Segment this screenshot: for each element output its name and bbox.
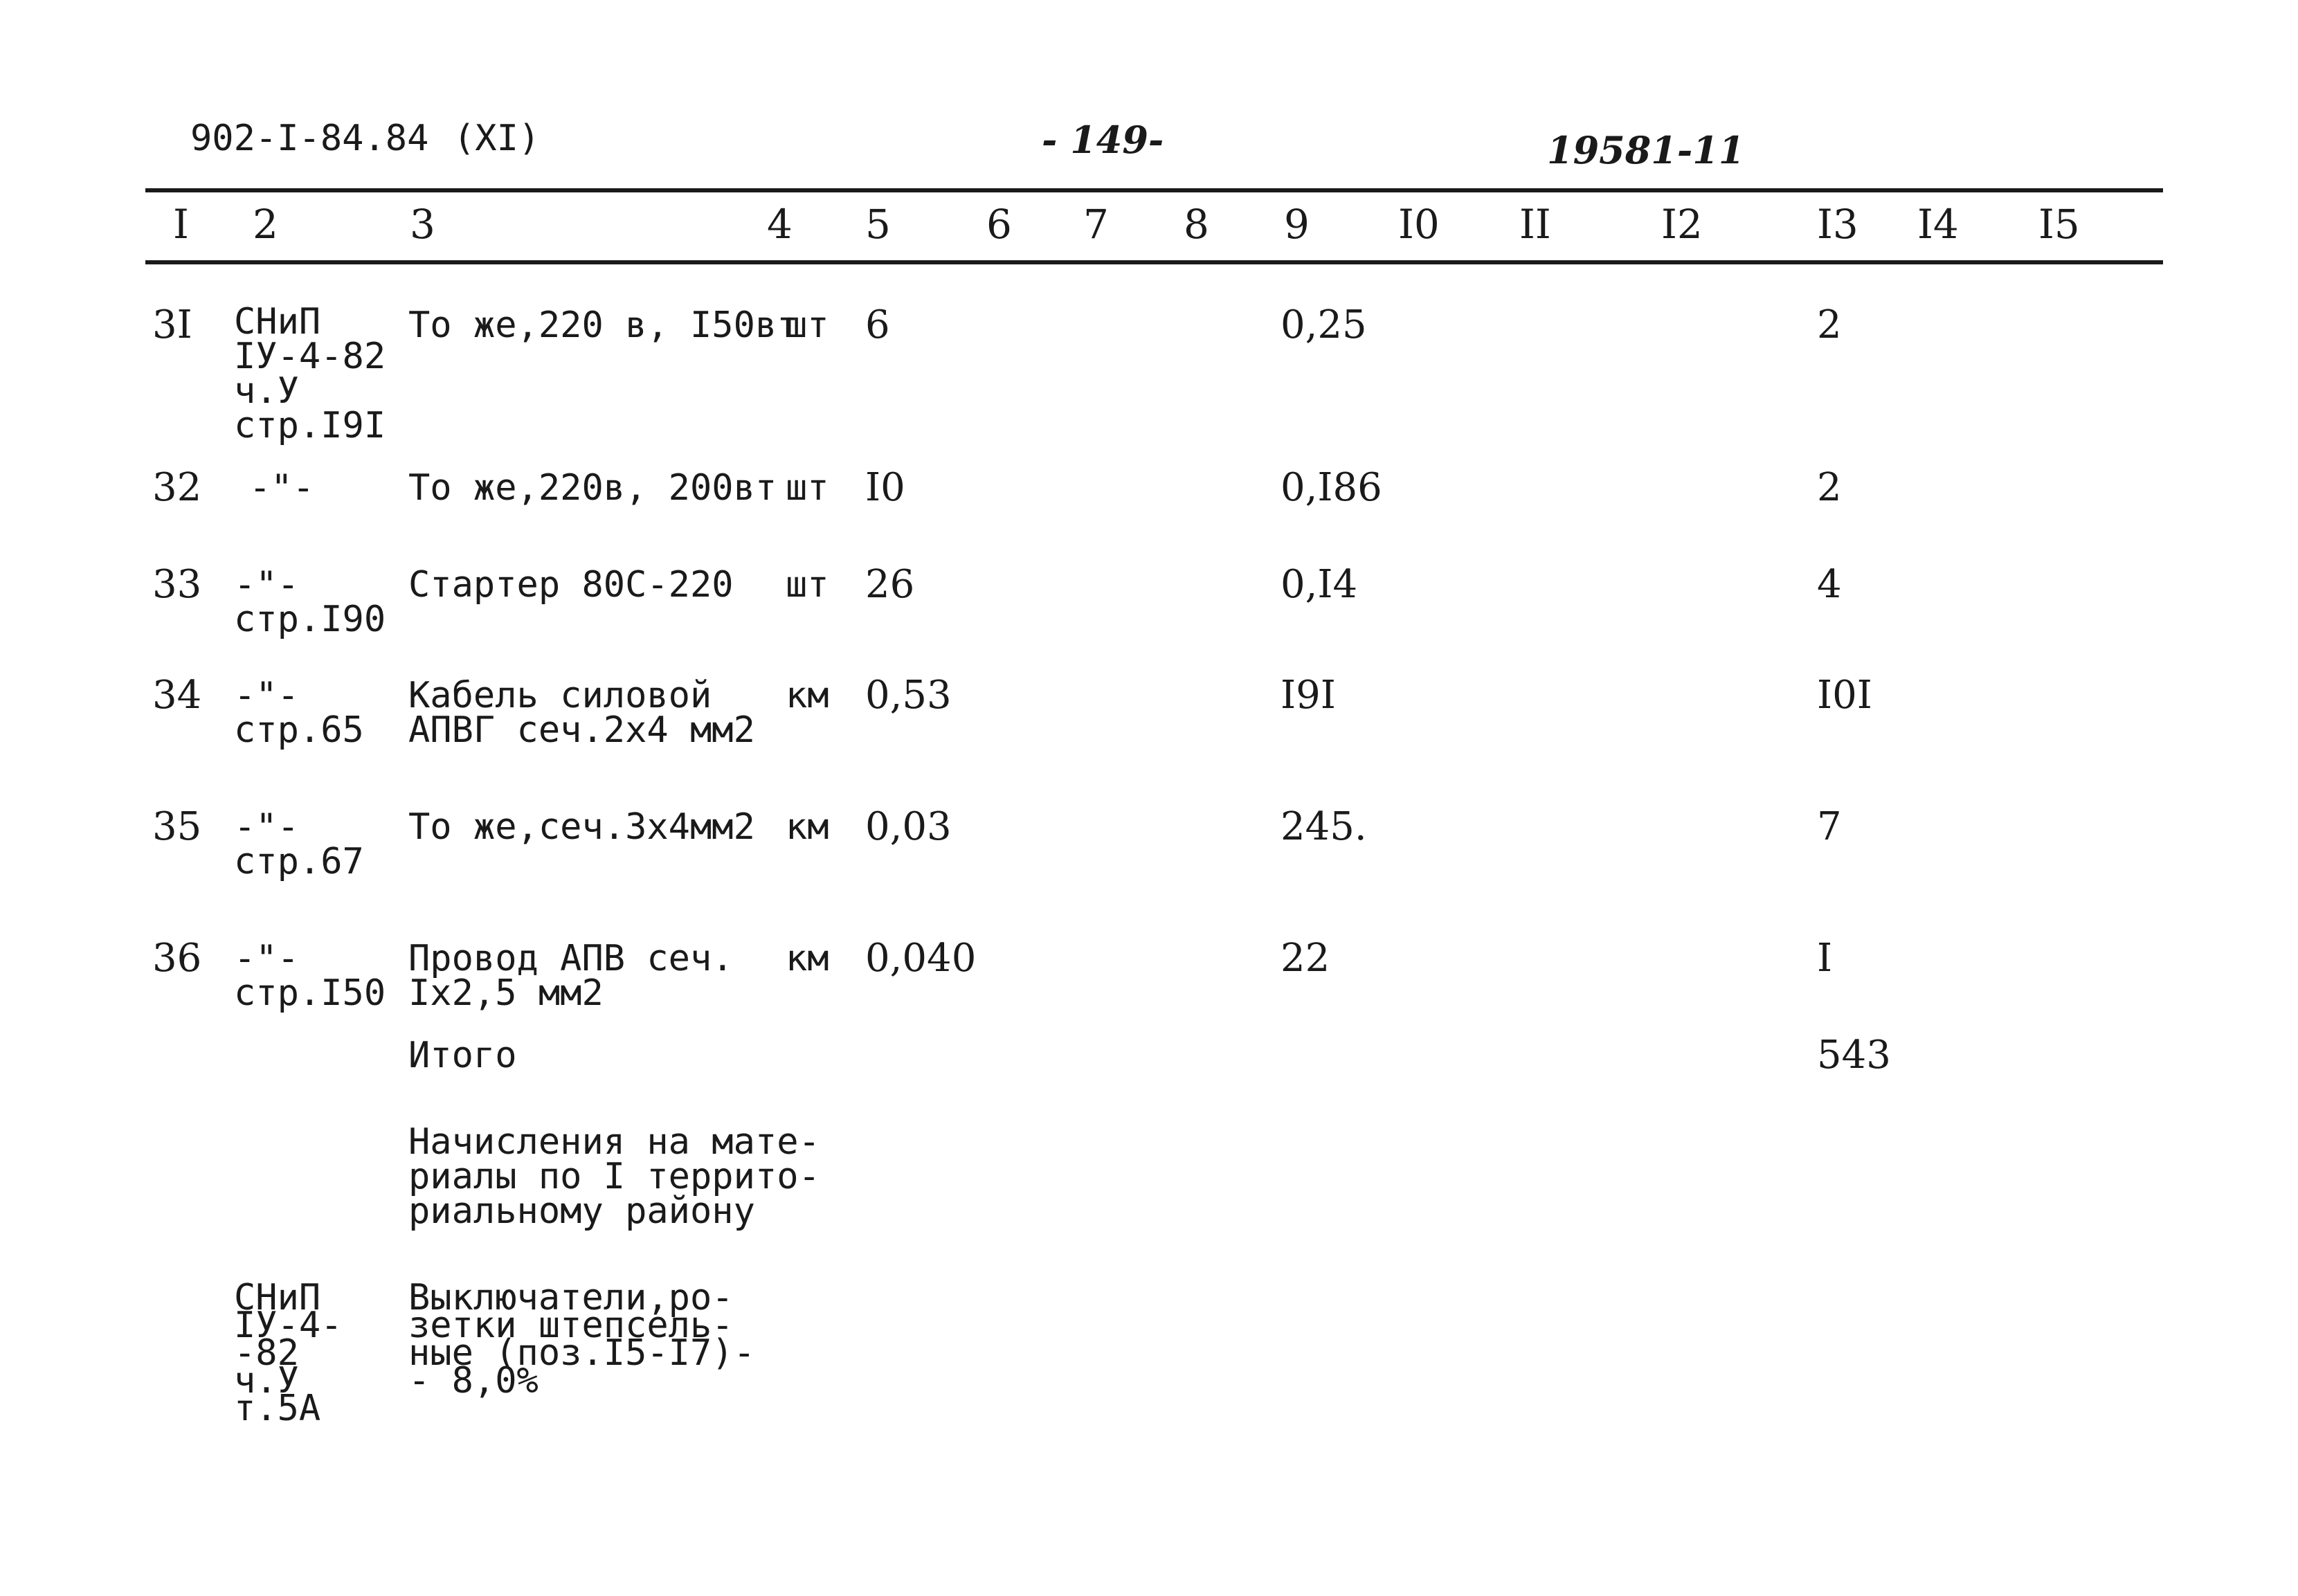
col-header: I0 bbox=[1398, 201, 1440, 248]
header-bottom-rule bbox=[145, 260, 2163, 264]
row-reference: -"- стр.65 bbox=[234, 675, 364, 751]
page-number: - 149- bbox=[1042, 118, 1164, 162]
row-number: 36 bbox=[152, 936, 202, 981]
col-header: I bbox=[173, 201, 189, 248]
col-header: I5 bbox=[2038, 201, 2080, 248]
document-code: 902-I-84.84 bbox=[190, 118, 429, 159]
col-header: 3 bbox=[410, 201, 435, 248]
row-reference: -"- стр.67 bbox=[234, 806, 364, 882]
row-name: Провод АПВ сеч. Iх2,5 мм2 bbox=[408, 938, 734, 1014]
surcharge-reference: СНиП IУ-4- -82 ч.У т.5А bbox=[234, 1277, 343, 1429]
row-col9: 0,I86 bbox=[1281, 465, 1382, 510]
row-col9: 245. bbox=[1281, 804, 1367, 849]
col-header: I2 bbox=[1661, 201, 1703, 248]
col-header: 2 bbox=[253, 201, 278, 248]
row-name: То же,сеч.3х4мм2 bbox=[408, 806, 755, 848]
row-number: 35 bbox=[152, 804, 202, 849]
col-header: 9 bbox=[1284, 201, 1310, 248]
row-quantity: 0,53 bbox=[865, 673, 952, 718]
row-col13: I bbox=[1817, 936, 1833, 981]
row-col13: 4 bbox=[1817, 562, 1842, 607]
row-col13: 2 bbox=[1817, 465, 1842, 510]
total-label: Итого bbox=[408, 1035, 517, 1076]
row-col13: 7 bbox=[1817, 804, 1842, 849]
row-unit: км bbox=[786, 806, 829, 848]
row-quantity: 0,03 bbox=[865, 804, 952, 849]
surcharge-text: Выключатели,ро- зетки штепсель- ные (поз.I5-I7)- - 8,0% bbox=[408, 1277, 755, 1402]
row-col9: 0,25 bbox=[1281, 302, 1367, 347]
row-number: 34 bbox=[152, 673, 202, 718]
row-number: 32 bbox=[152, 465, 202, 510]
surcharge-note: Начисления на мате- риалы по I террито- риальному району bbox=[408, 1121, 820, 1232]
row-quantity: I0 bbox=[865, 465, 905, 510]
row-col13: 2 bbox=[1817, 302, 1842, 347]
col-header: I4 bbox=[1917, 201, 1959, 248]
row-reference: -"- bbox=[249, 467, 314, 509]
archive-number: 19581-11 bbox=[1547, 128, 1745, 172]
row-number: 33 bbox=[152, 562, 202, 607]
row-reference: -"- стр.I90 bbox=[234, 564, 386, 640]
row-col13: I0I bbox=[1817, 673, 1872, 718]
row-name: Кабель силовой АПВГ сеч.2х4 мм2 bbox=[408, 675, 755, 751]
top-rule bbox=[145, 188, 2163, 192]
row-unit: км bbox=[786, 938, 829, 979]
row-name: Стартер 80С-220 bbox=[408, 564, 734, 606]
total-value: 543 bbox=[1817, 1033, 1891, 1078]
col-header: 8 bbox=[1184, 201, 1209, 248]
col-header: I3 bbox=[1817, 201, 1858, 248]
row-unit: шт bbox=[786, 467, 829, 509]
col-header: 6 bbox=[986, 201, 1012, 248]
section-number: (XI) bbox=[453, 118, 541, 159]
row-name: То же,220 в, I50вт bbox=[408, 305, 799, 346]
row-unit: шт bbox=[786, 564, 829, 606]
row-col9: I9I bbox=[1281, 673, 1336, 718]
col-header: 7 bbox=[1083, 201, 1109, 248]
row-quantity: 0,040 bbox=[865, 936, 977, 981]
row-name: То же,220в, 200вт bbox=[408, 467, 777, 509]
row-reference: -"- стр.I50 bbox=[234, 938, 386, 1014]
col-header: II bbox=[1519, 201, 1551, 248]
col-header: 5 bbox=[865, 201, 891, 248]
row-number: 3I bbox=[152, 302, 192, 347]
row-unit: шт bbox=[786, 305, 829, 346]
row-reference: СНиП IУ-4-82 ч.У стр.I9I bbox=[234, 301, 386, 446]
row-col9: 22 bbox=[1281, 936, 1330, 981]
row-quantity: 26 bbox=[865, 562, 915, 607]
col-header: 4 bbox=[767, 201, 793, 248]
row-quantity: 6 bbox=[865, 302, 890, 347]
row-unit: км bbox=[786, 675, 829, 716]
row-col9: 0,I4 bbox=[1281, 562, 1358, 607]
